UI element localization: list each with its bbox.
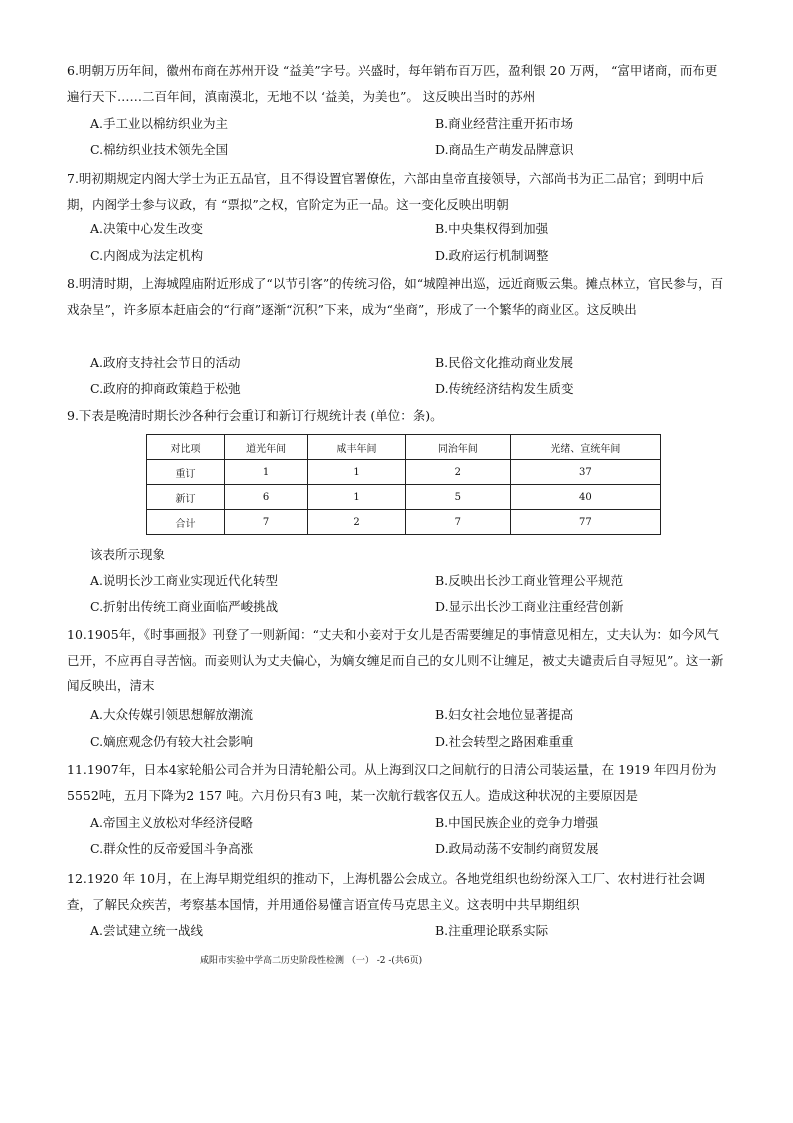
table-cell: 2 xyxy=(308,510,406,535)
question-7-option-b[interactable]: B.中央集权得到加强 xyxy=(435,221,549,236)
table-cell: 37 xyxy=(510,460,660,485)
table-cell: 7 xyxy=(225,510,308,535)
table-row xyxy=(147,510,661,535)
question-8-option-a[interactable]: A.政府支持社会节日的活动 xyxy=(90,355,241,370)
table-header-row xyxy=(147,435,661,460)
question-10-option-b[interactable]: B.妇女社会地位显著提高 xyxy=(435,707,574,722)
question-6-option-c[interactable]: C.棉纺织业技术领先全国 xyxy=(90,142,229,157)
table-cell: 重订 xyxy=(147,460,225,485)
table-cell: 77 xyxy=(510,510,660,535)
question-9-stem: 9.下表是晚清时期长沙各种行会重订和新订行规统计表 (单位：条)。 xyxy=(67,408,443,423)
table-header: 光绪、宣统年间 xyxy=(510,435,660,460)
table-header: 对比项 xyxy=(147,435,225,460)
question-11-option-a[interactable]: A.帝国主义放松对华经济侵略 xyxy=(90,815,254,830)
table-cell: 5 xyxy=(405,485,510,510)
question-10-option-d[interactable]: D.社会转型之路困难重重 xyxy=(435,734,574,749)
question-9-option-a[interactable]: A.说明长沙工商业实现近代化转型 xyxy=(90,573,279,588)
question-10-option-a[interactable]: A.大众传媒引领思想解放潮流 xyxy=(90,707,254,722)
question-11-option-d[interactable]: D.政局动荡不安制约商贸发展 xyxy=(435,841,599,856)
table-cell: 合计 xyxy=(147,510,225,535)
question-6-option-a[interactable]: A.手工业以棉纺织业为主 xyxy=(90,116,229,131)
question-8-option-d[interactable]: D.传统经济结构发生质变 xyxy=(435,381,574,396)
question-6-option-d[interactable]: D.商品生产萌发品牌意识 xyxy=(435,142,574,157)
question-10-option-c[interactable]: C.嫡庶观念仍有较大社会影响 xyxy=(90,734,254,749)
question-9-option-c[interactable]: C.折射出传统工商业面临严峻挑战 xyxy=(90,599,279,614)
table-cell: 7 xyxy=(405,510,510,535)
question-7-option-c[interactable]: C.内阁成为法定机构 xyxy=(90,248,204,263)
table-header: 咸丰年间 xyxy=(308,435,406,460)
table-header: 道光年间 xyxy=(225,435,308,460)
question-8-option-c[interactable]: C.政府的抑商政策趋于松弛 xyxy=(90,381,241,396)
table-cell: 2 xyxy=(405,460,510,485)
table-cell: 6 xyxy=(225,485,308,510)
question-6-option-b[interactable]: B.商业经营注重开拓市场 xyxy=(435,116,574,131)
question-9-lead: 该表所示现象 xyxy=(90,547,166,562)
question-10-stem: 10.1905年，《时事画报》刊登了一则新闻：“丈夫和小妾对于女儿是否需要缠足的事情意见相左，丈夫认为：如今风气已开，不应再自寻苦恼。而妾则认为丈夫偏心，为嫡女缠足而自己的女儿则不让缠足，被丈夫谴责后自寻短见”。这一新闻反映出，清末 xyxy=(67,627,724,693)
table-cell: 1 xyxy=(308,485,406,510)
page-footer: 咸阳市实验中学高二历史阶段性检测 （一） -2 -(共6页) xyxy=(200,956,423,966)
question-9-option-d[interactable]: D.显示出长沙工商业注重经营创新 xyxy=(435,599,624,614)
question-8-stem: 8.明清时期，上海城隍庙附近形成了“以节引客”的传统习俗，如“城隍神出巡，远近商贩云集。摊点林立，官民参与，百戏杂呈”，许多原本赶庙会的“行商”逐渐“沉积”下来，成为“坐商”，形成了一个繁华的商业区。这反映出 xyxy=(67,276,724,317)
table-cell: 1 xyxy=(308,460,406,485)
table-row xyxy=(147,485,661,510)
table-cell: 1 xyxy=(225,460,308,485)
question-11-option-b[interactable]: B.中国民族企业的竞争力增强 xyxy=(435,815,599,830)
table-cell: 新订 xyxy=(147,485,225,510)
question-7-option-a[interactable]: A.决策中心发生改变 xyxy=(90,221,204,236)
table-header: 同治年间 xyxy=(405,435,510,460)
question-11-option-c[interactable]: C.群众性的反帝爱国斗争高涨 xyxy=(90,841,254,856)
table-cell: 40 xyxy=(510,485,660,510)
question-9-option-b[interactable]: B.反映出长沙工商业管理公平规范 xyxy=(435,573,624,588)
guild-rules-table xyxy=(146,434,661,535)
question-8-option-b[interactable]: B.民俗文化推动商业发展 xyxy=(435,355,574,370)
question-12-option-b[interactable]: B.注重理论联系实际 xyxy=(435,923,549,938)
table-row xyxy=(147,460,661,485)
question-11-stem: 11.1907年，日本4家轮船公司合并为日清轮船公司。从上海到汉口之间航行的日清公司装运量，在 1919 年四月份为5552吨，五月下降为2 157 吨。六月份只有3 吨，某一次航行载客仅五人。造成这种状况的主要原因是 xyxy=(67,762,717,803)
question-7-stem: 7.明初期规定内阁大学士为正五品官，且不得设置官署僚佐，六部由皇帝直接领导，六部尚书为正二品官；到明中后期，内阁学士参与议政，有 “票拟”之权，官阶定为正一品。这一变化反映出明朝 xyxy=(67,171,704,212)
question-12-option-a[interactable]: A.尝试建立统一战线 xyxy=(90,923,204,938)
question-12-stem: 12.1920 年 10月，在上海早期党组织的推动下，上海机器公会成立。各地党组织也纷纷深入工厂、农村进行社会调查，了解民众疾苦，考察基本国情，并用通俗易懂言语宣传马克思主义。这表明中共早期组织 xyxy=(67,871,706,912)
question-6-stem: 6.明朝万历年间，徽州布商在苏州开设 “益美”字号。兴盛时，每年销布百万匹，盈利银 20 万两， “富甲诸商，而布更遍行天下……二百年间，滇南漠北，无地不以 ‘益美，为美也”。 这反映出当时的苏州 xyxy=(67,63,718,104)
question-7-option-d[interactable]: D.政府运行机制调整 xyxy=(435,248,549,263)
